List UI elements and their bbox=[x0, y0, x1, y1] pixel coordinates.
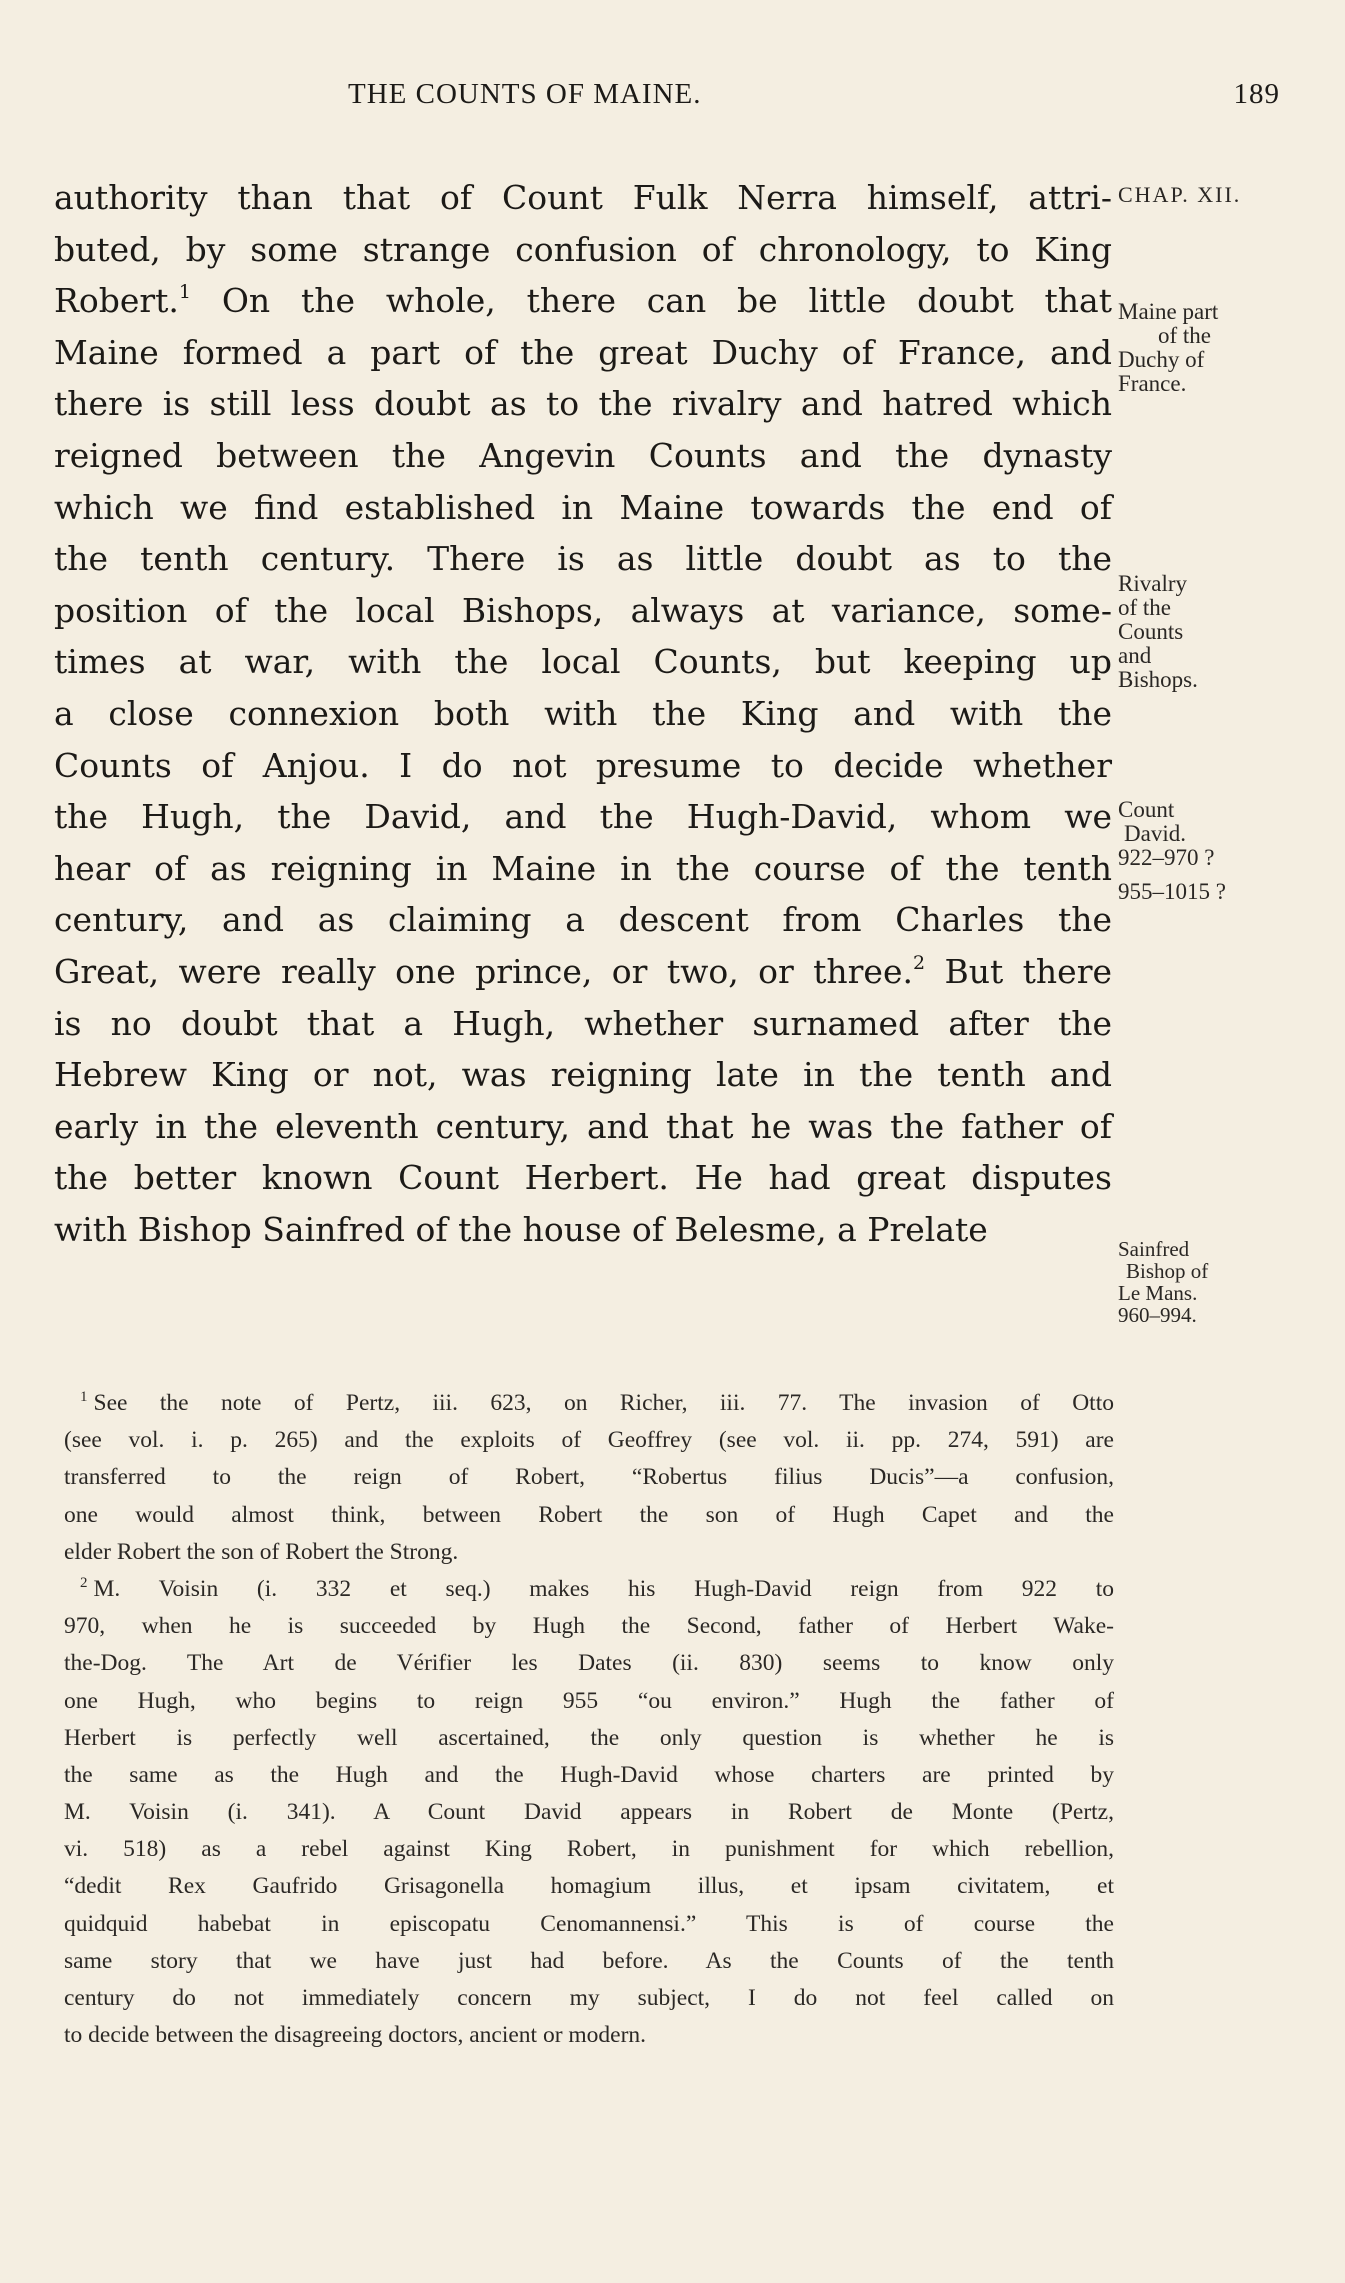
text-line: there is still less doubt as to the rivalry and hatred which bbox=[54, 384, 1112, 424]
text-line: the Hugh, the David, and the Hugh-David, whom we bbox=[54, 797, 1112, 837]
margin-note-count-david: Count David. 922–970 ? 955–1015 ? bbox=[1118, 797, 1226, 904]
text-line: Robert.$^1$ On the whole, there can be little doubt that bbox=[54, 281, 1112, 321]
footnote-line: $^2$ M. Voisin (i. 332 et seq.) makes his Hugh-David reign from 922 to bbox=[80, 1574, 1114, 1602]
footnote-line: M. Voisin (i. 341). A Count David appears in Robert de Monte (Pertz, bbox=[64, 1799, 1114, 1826]
text-line: the better known Count Herbert. He had great disputes bbox=[54, 1158, 1112, 1198]
margin-note-rivalry: Rivalry of the Counts and Bishops. bbox=[1118, 571, 1198, 692]
text-line: hear of as reigning in Maine in the course of the tenth bbox=[54, 848, 1112, 888]
text-line: century, and as claiming a descent from Charles the bbox=[54, 900, 1112, 940]
footnote-ref: 2 bbox=[912, 951, 926, 974]
footnote-line: one Hugh, who begins to reign 955 “ou environ.” Hugh the father of bbox=[64, 1687, 1114, 1714]
footnote-line: $^1$ See the note of Pertz, iii. 623, on Richer, iii. 77. The invasion of Otto bbox=[80, 1389, 1114, 1416]
footnote-line: one would almost think, between Robert the son of Hugh Capet and the bbox=[64, 1501, 1114, 1528]
text-line: Hebrew King or not, was reigning late in the tenth and bbox=[54, 1055, 1112, 1095]
text-line: position of the local Bishops, always at variance, some- bbox=[54, 590, 1112, 630]
footnote-line: quidquid habebat in episcopatu Cenomannensi.” This is of course the bbox=[64, 1910, 1114, 1937]
margin-note-sainfred: Sainfred Bishop of Le Mans. 960–994. bbox=[1118, 1237, 1209, 1327]
text-line: Great, were really one prince, or two, or three.$^2$ But there bbox=[54, 951, 1112, 991]
text-line: authority than that of Count Fulk Nerra himself, attri- bbox=[54, 178, 1112, 217]
footnote-line: century do not immediately concern my subject, I do not feel called on bbox=[64, 1985, 1114, 2011]
text-line: with Bishop Sainfred of the house of Belesme, a Prelate bbox=[54, 1209, 988, 1249]
text-line: the tenth century. There is as little doubt as to the bbox=[54, 539, 1112, 579]
text-line: early in the eleventh century, and that he was the father of bbox=[54, 1106, 1112, 1146]
text-line: buted, by some strange confusion of chronology, to King bbox=[54, 229, 1112, 269]
footnote-line: Herbert is perfectly well ascertained, the only question is whether he is bbox=[64, 1724, 1114, 1751]
text-line: a close connexion both with the King and with the bbox=[54, 693, 1112, 733]
footnote-line: transferred to the reign of Robert, “Robertus filius Ducis”—a confusion, bbox=[64, 1464, 1114, 1491]
margin-chapter: CHAP. XII. bbox=[1118, 182, 1242, 207]
text-line: reigned between the Angevin Counts and the dynasty bbox=[54, 435, 1112, 475]
footnote-line: 970, when he is succeeded by Hugh the Second, father of Herbert Wake- bbox=[64, 1613, 1114, 1640]
text-line: times at war, with the local Counts, but keeping up bbox=[54, 642, 1112, 682]
footnotes bbox=[64, 1385, 1114, 2054]
footnote-line: same story that we have just had before. As the Counts of the tenth bbox=[64, 1947, 1114, 1974]
text-line: Maine formed a part of the great Duchy of France, and bbox=[54, 332, 1112, 372]
text-line: is no doubt that a Hugh, whether surnamed after the bbox=[54, 1003, 1112, 1043]
footnote-line: (see vol. i. p. 265) and the exploits of Geoffrey (see vol. ii. pp. 274, 591) are bbox=[64, 1427, 1114, 1454]
text-line: Counts of Anjou. I do not presume to decide whether bbox=[54, 745, 1112, 785]
footnote-mark: 1 bbox=[80, 1389, 88, 1405]
footnote-line: the-Dog. The Art de Vérifier les Dates (ii. 830) seems to know only bbox=[64, 1650, 1114, 1677]
page-number: 189 bbox=[1233, 78, 1280, 110]
footnote-line: vi. 518) as a rebel against King Robert, in punishment for which rebellion, bbox=[64, 1836, 1114, 1863]
text-line: which we find established in Maine towards the end of bbox=[54, 487, 1112, 527]
footnote-line: the same as the Hugh and the Hugh-David whose charters are printed by bbox=[64, 1761, 1114, 1788]
main-text bbox=[54, 172, 1112, 1255]
footnote-mark: 2 bbox=[80, 1574, 88, 1591]
footnote-line: “dedit Rex Gaufrido Grisagonella homagium illus, et ipsam civitatem, et bbox=[64, 1873, 1114, 1900]
footnote-line: elder Robert the son of Robert the Strong. bbox=[64, 1538, 459, 1565]
margin-note-maine: Maine part of the Duchy of France. bbox=[1118, 299, 1219, 396]
running-head bbox=[60, 78, 1280, 128]
running-title: THE COUNTS OF MAINE. bbox=[348, 78, 702, 110]
footnote-ref: 1 bbox=[178, 281, 191, 304]
footnote-line: to decide between the disagreeing doctors, ancient or modern. bbox=[64, 2022, 647, 2049]
